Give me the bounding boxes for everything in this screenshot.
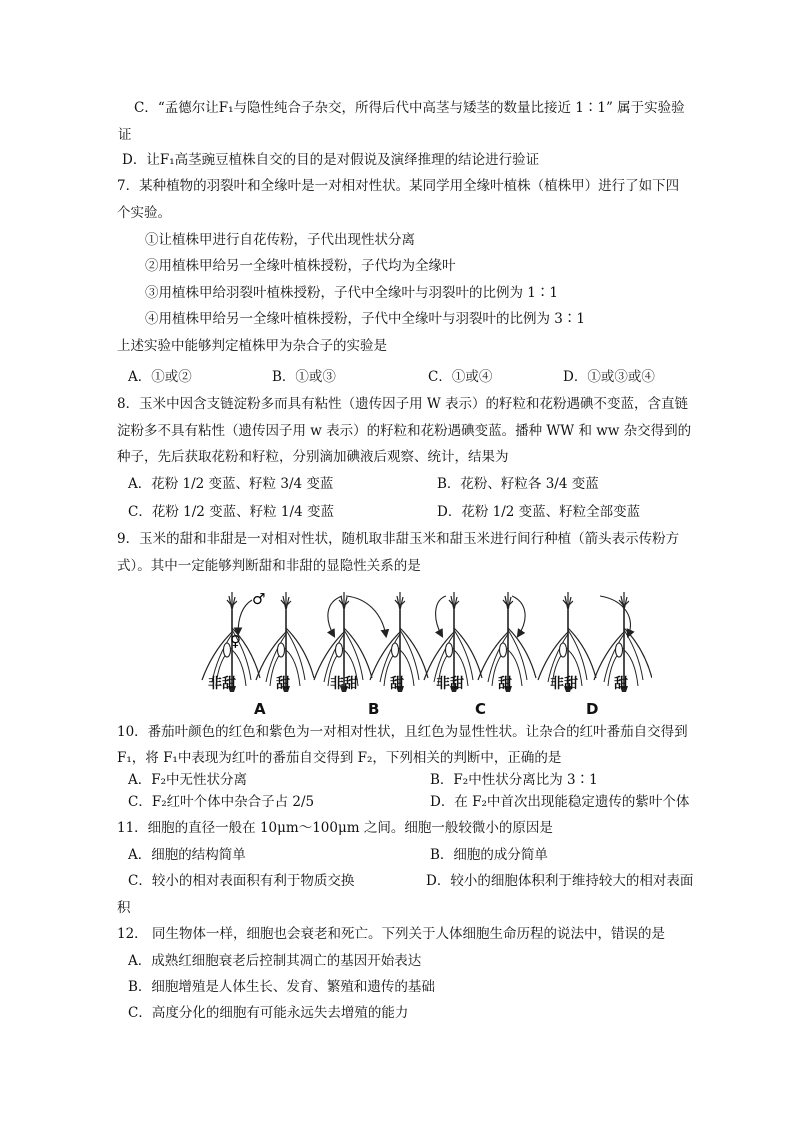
q8-stem-line3: 种子，先后获取花粉和籽粒，分别滴加碘液后观察、统计，结果为 (117, 449, 509, 465)
plant-label-b-sweet: 甜 (390, 676, 404, 692)
q8-option-a: A．花粉 1/2 变蓝、籽粒 3/4 变蓝 (128, 476, 334, 492)
q7-option-a: A．①或② (128, 369, 192, 385)
plant-label-c-sweet: 甜 (498, 676, 512, 692)
q7-stem-line1: 7．某种植物的羽裂叶和全缘叶是一对相对性状。某同学用全缘叶植株（植株甲）进行了如下四 (117, 178, 680, 194)
q10-option-d: D．在 F₂中首次出现能稳定遗传的紫叶个体 (430, 794, 690, 810)
pollination-arrow-c1 (436, 596, 446, 636)
plant-label-c-non-sweet: 非甜 (436, 676, 464, 692)
panel-label-d: D (586, 700, 599, 718)
q7-option-b: B．①或③ (272, 369, 336, 385)
q11-option-c: C．较小的相对表面积有利于物质交换 (128, 873, 355, 889)
q11-option-b: B．细胞的成分简单 (430, 847, 548, 863)
q7-option-c: C．①或④ (428, 369, 493, 385)
q8-option-c: C．花粉 1/2 变蓝、籽粒 1/4 变蓝 (128, 504, 334, 520)
corn-plants-illustration (196, 584, 652, 718)
q6-option-c-line1: C．“孟德尔让F₁与隐性纯合子杂交，所得后代中高茎与矮茎的数量比接近 1∶1” 属于实验验 (134, 100, 685, 116)
plant-label-d-non-sweet: 非甜 (550, 676, 578, 692)
q7-question: 上述实验中能够判定植株甲为杂合子的实验是 (117, 338, 387, 354)
q9-stem-line2: 式）。其中一定能够判断甜和非甜的显隐性关系的是 (117, 558, 421, 574)
q12-option-b: B．细胞增殖是人体生长、发育、繁殖和遗传的基础 (128, 979, 435, 995)
male-symbol: ♂ (252, 590, 266, 608)
q8-stem-line1: 8．玉米中因含支链淀粉多而具有粘性（遗传因子用 W 表示）的籽粒和花粉遇碘不变蓝，含直链 (117, 396, 689, 412)
q8-stem-line2: 淀粉多不具有粘性（遗传因子用 w 表示）的籽粒和花粉遇碘变蓝。播种 WW 和 ww 杂交得到的 (117, 423, 692, 439)
q12-option-c: C．高度分化的细胞有可能永远失去增殖的能力 (128, 1005, 409, 1021)
q11-option-a: A．细胞的结构简单 (128, 847, 246, 863)
pollination-arrow-a (238, 600, 252, 634)
q10-option-c: C．F₂红叶个体中杂合子占 2/5 (128, 794, 315, 810)
q7-stem-line2: 个实验。 (117, 205, 171, 221)
q12-stem: 12． 同生物体一样，细胞也会衰老和死亡。下列关于人体细胞生命历程的说法中，错误的是 (117, 926, 665, 942)
panel-label-c: C (475, 700, 487, 718)
female-symbol: ♀ (230, 632, 241, 650)
q11-option-d: D．较小的细胞体积利于维持较大的相对表面 (426, 873, 694, 889)
panel-label-a: A (254, 700, 266, 718)
plant-label-a-non-sweet: 非甜 (208, 676, 236, 692)
q7-item-4: ④用植株甲给另一全缘叶植株授粉，子代中全缘叶与羽裂叶的比例为 3∶1 (145, 311, 585, 327)
corn-pollination-figure (196, 584, 652, 718)
q11-option-d-continued: 积 (117, 900, 131, 916)
plant-label-d-sweet: 甜 (614, 676, 628, 692)
pollination-arrow-b2 (346, 596, 386, 636)
q7-item-1: ①让植株甲进行自花传粉，子代出现性状分离 (145, 232, 415, 248)
q7-item-2: ②用植株甲给另一全缘叶植株授粉，子代均为全缘叶 (145, 258, 456, 274)
plant-label-a-sweet: 甜 (276, 676, 290, 692)
q8-option-b: B．花粉、籽粒各 3/4 变蓝 (437, 476, 599, 492)
panel-label-b: B (368, 700, 380, 718)
q7-option-d: D．①或③或④ (563, 369, 655, 385)
q10-option-b: B．F₂中性状分离比为 3∶1 (430, 772, 598, 788)
pollination-arrow-b1 (328, 596, 342, 636)
q10-option-a: A．F₂中无性状分离 (128, 772, 248, 788)
q6-option-c-line2: 证 (118, 127, 132, 143)
q10-stem-line2: F₁，将 F₁中表现为红叶的番茄自交得到 F₂，下列相关的判断中，正确的是 (117, 750, 562, 766)
pollination-arrow-c2 (512, 596, 525, 636)
plant-label-b-non-sweet: 非甜 (330, 676, 358, 692)
q11-stem: 11．细胞的直径一般在 10μm～100μm 之间。细胞一般较微小的原因是 (117, 820, 553, 836)
q7-item-3: ③用植株甲给羽裂叶植株授粉，子代中全缘叶与羽裂叶的比例为 1∶1 (145, 285, 558, 301)
q6-option-d: D．让F₁高茎豌豆植株自交的目的是对假说及演绎推理的结论进行验证 (122, 152, 540, 168)
q12-option-a: A．成熟红细胞衰老后控制其凋亡的基因开始表达 (128, 953, 422, 969)
q8-option-d: D．花粉 1/2 变蓝、籽粒全部变蓝 (437, 504, 641, 520)
q9-stem-line1: 9．玉米的甜和非甜是一对相对性状，随机取非甜玉米和甜玉米进行间行种植（箭头表示传粉方 (117, 531, 680, 547)
q10-stem-line1: 10．番茄叶颜色的红色和紫色为一对相对性状，且红色为显性性状。让杂合的红叶番茄自交得到 (117, 724, 688, 740)
